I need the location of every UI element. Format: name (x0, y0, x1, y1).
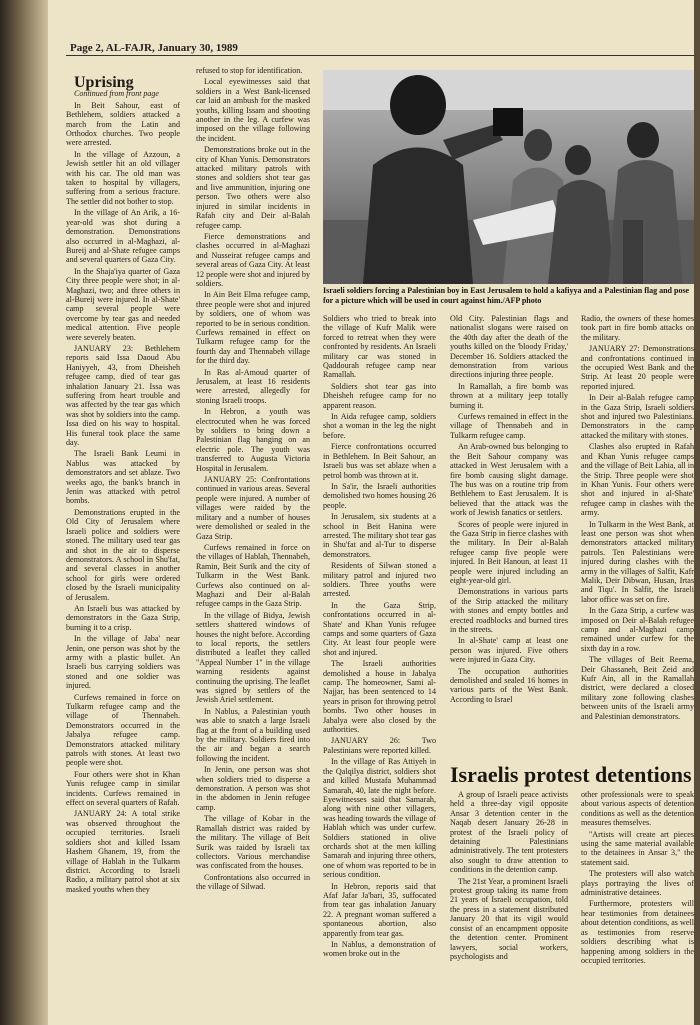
paragraph: In Deir al-Balah refugee camp in the Gaza Strip, Israeli soldiers shot and injured two Palestinians. Demonstrators in the camp attacked the military with stones. (581, 393, 694, 440)
news-photo (323, 70, 694, 284)
paragraph: In Nablus, a Palestinian youth was able to snatch a large Israeli flag at the front of a building used by the military. Soldiers fired into the air and began a search following the incident. (196, 706, 310, 763)
header-rule (66, 55, 694, 56)
detentions-column-2 (581, 790, 694, 967)
paragraph: Local eyewitnesses said that soldiers in a West Bank-licensed car laid an ambush for the masked youths, killing Issam and shooting another in the leg. A curfew was imposed on the village following the incident. (196, 77, 310, 143)
paragraph: In Jerusalem, six students at a school in Beit Hanina were arrested. The military shot tear gas in Shu'fat and al-Tur to disperse demonstrators. (323, 512, 436, 559)
paragraph: The Israeli authorities demolished a house in Jabalya camp. The homeowner, Sami al-Najjar, has been sentenced to 14 years in prison for throwing petrol bombs. Two other houses in Jabalya were also closed by the authorities. (323, 659, 436, 735)
paragraph: Demonstrations in various parts of the Strip attacked the military with stones and empty bottles and erected roadblocks and burned tires in the streets. (450, 587, 568, 634)
paragraph: In Sa'ir, the Israeli authorities demolished two homes housing 26 people. (323, 481, 436, 510)
uprising-column-4 (450, 314, 568, 706)
paragraph: In Beit Sahour, east of Bethlehem, soldiers attacked a march from the Latin and Orthodox churches. Two people were arrested. (66, 100, 180, 148)
paragraph: In the Shaja'iya quarter of Gaza City three people were shot; in al-Maghazi, two; and three others in al-Bureij were injured. In al-Shate' camp several people were overcome by tear gas and needed medical attention. Five people were severely beaten. (66, 266, 180, 342)
paragraph: In Jenin, one person was shot when soldiers tried to disperse a demonstration. A person was shot in the abdomen in Jenin refugee camp. (196, 765, 310, 812)
uprising-column-3 (323, 314, 436, 961)
page-header: Page 2, AL-FAJR, January 30, 1989 (70, 42, 238, 54)
paragraph: In Hebron, a youth was electrocuted when he was forced by soldiers to bring down a Palestinian flag hanging on an electric pole. The youth was transferred to Augusta Victoria Hospital in Jerusalem. (196, 407, 310, 473)
paragraph: Furthermore, protesters will hear testimonies from detainees about detention conditions, as well as testimonies from reserve soldiers describing what is happening among soldiers in the occupied territories. (581, 899, 694, 965)
paragraph: The Israeli Bank Leumi in Nablus was attacked by demonstrators and set ablaze. Two weeks ago, the bank's branch in Jenin was attacked with petrol bombs. (66, 449, 180, 506)
paragraph: In Ain Beit Elma refugee camp, three people were shot and injured by soldiers, one of whom was reported to be in serious condition. Curfews remained in effect on Tulkarm refugee camp for the fourth day and Thennabeh village for the third day. (196, 290, 310, 366)
uprising-column-1 (66, 62, 180, 896)
detentions-column-1 (450, 790, 568, 963)
paragraph: Curfews remained in effect in the village of Thennabeh and in Tulkarm refugee camp. (450, 412, 568, 440)
paragraph: The occupation authorities demolished and sealed 16 homes in various parts of the West Bank. According to Israel (450, 666, 568, 704)
paragraph: "Artists will create art pieces using the same material available to the detainees in Ansar 3," the statement said. (581, 829, 694, 867)
paragraph: In the village of An Arik, a 16-year-old was shot during a demonstration. Demonstrations also occurred in al-Maghazi, al-Bureij and al-Shate refugee camps and several quarters of Gaza City. (66, 208, 180, 265)
paragraph: Curfews remained in force on the villages of Hablah, Thennabeh, Ramin, Beit Surik and the city of Tulkarm in the West Bank. Curfews also continued on al-Maghazi and Deir al-Balah refugee camps in the Gaza Strip. (196, 542, 310, 609)
paragraph: other professionals were to speak about various aspects of detention conditions as well as the detention measures themselves. (581, 790, 694, 828)
paragraph: In Nablus, a demonstration of women broke out in the (323, 940, 436, 959)
paragraph: Soldiers who tried to break into the village of Kufr Malik were forced to retreat when they were confronted by residents. An Israeli military car was stoned in Qaddourah refugee camp near Ramallah. (323, 314, 436, 380)
paragraph: A group of Israeli peace activists held a three-day vigil opposite Ansar 3 detention center in the Naqab desert January 26-28 in protest of the Israeli policy of detaining Palestinians administratively. The tent protesters also sought to draw attention to conditions in the detention camp. (450, 790, 568, 875)
paragraph: Fierce confrontations occurred in Bethlehem. In Beit Sahour, an Israeli bus was set ablaze when a petrol bomb was thrown at it. (323, 442, 436, 480)
paragraph: In the Gaza Strip, a curfew was imposed on Deir al-Balah refugee camp and al-Maghazi camp remained under curfew for the sixth day in a row. (581, 606, 694, 653)
paragraph: Soldiers shot tear gas into Dheisheh refugee camp for no apparent reason. (323, 381, 436, 410)
paragraph: In the village of Jaba' near Jenin, one person was shot by the army with a plastic bullet. An Israeli bus carrying soldiers was stoned and one soldier was injured. (66, 634, 180, 691)
paragraph: In the village of Bidya, Jewish settlers shattered windows of houses the night before. According to local reports, the settlers distributed a leaflet they called "Appeal Number 1" in the village warning residents against continuing the uprising. The leaflet was signed by settlers of the Jewish Ariel settlement. (196, 610, 310, 705)
paragraph: The protesters will also watch plays portraying the lives of administrative detainees. (581, 869, 694, 898)
paragraph: Confrontations also occurred in the village of Silwad. (196, 872, 310, 892)
paragraph: The 21st Year, a prominent Israeli protest group taking its name from 21 years of Israeli occupation, told the press in a statement distributed January 20 that its vigil would consist of an encampment opposite the detention center. Prominent lawyers, social workers, psychologists and (450, 876, 568, 961)
page-edge (694, 0, 700, 1025)
paragraph: JANUARY 26: Two Palestinians were reported killed. (323, 736, 436, 755)
paragraph: Demonstrations broke out in the city of Khan Yunis. Demonstrators attacked military patrols with stones and soldiers shot tear gas and live ammunition, injuring one person. Two others were also injured in similar incidents in Rafah city and Deir al-Balah refugee camp. (196, 145, 310, 230)
paragraph: The villages of Beit Reema, Deir Ghassaneh, Beit Zeid and Kufr Ain, all in the Ramallah district, were declared a closed military zone following clashes between units of the Israeli army and Palestinian demonstrators. (581, 655, 694, 721)
paragraph: In Aida refugee camp, soldiers shot a woman in the leg the night before. (323, 412, 436, 440)
paragraph: In Ras al-Amoud quarter of Jerusalem, at least 16 residents were arrested, allegedly for stoning Israeli troops. (196, 367, 310, 405)
paragraph: In Ramallah, a fire bomb was thrown at a military jeep totally burning it. (450, 381, 568, 410)
uprising-headline: Uprising (74, 74, 134, 91)
paragraph: An Israeli bus was attacked by demonstrators in the Gaza Strip, burning it to a crisp. (66, 603, 180, 632)
paragraph: Scores of people were injured in the Gaza Strip in fierce clashes with the military. In Deir al-Balah refugee camp five people were injured. In Beit Hanoun, at least 11 people were injured including an eight-year-old girl. (450, 519, 568, 585)
paragraph: Radio, the owners of these homes took part in fire bomb attacks on the military. (581, 314, 694, 342)
paragraph: Fierce demonstrations and clashes occurred in al-Maghazi and Nusseirat refugee camps and several areas of Gaza City. At least 12 people were shot and injured by soldiers. (196, 231, 310, 288)
paragraph: JANUARY 24: A total strike was observed throughout the occupied territories. Israeli soldiers shot and killed Issam Hashem Ghanem, 19, from the village of Hablah in the Tulkarm district. According to Israeli Radio, a military patrol shot at six masked youths when they (66, 809, 180, 894)
paragraph: Old City. Palestinian flags and nationalist slogans were raised on the 40th day after the death of the youths killed on the 'bloody Friday,' December 16. Soldiers attacked the demonstration from various directions injuring three people. (450, 314, 568, 380)
paragraph: The village of Kobar in the Ramallah district was raided by the military. The village of Beit Surik was raided by Israeli tax collectors. Various merchandise was confiscated from the houses. (196, 814, 310, 871)
continued-kicker: Continued from front page (74, 89, 159, 99)
paragraph: In the Gaza Strip, confrontations occurred in al-Shate' and Khan Yunis refugee camps and some quarters of Gaza City. At least four people were shot and injured. (323, 600, 436, 657)
paragraph: In Tulkarm in the West Bank, at least one person was shot when demonstrators attacked military patrols. Ten Palestinians were injured during clashes with the army in the villages of Salfit, Kafr Malik, Deir Dibwan, Husan, Irtas and Tiqu'. In Salfit, the Israeli labor office was set on fire. (581, 519, 694, 604)
paragraph: In Hebron, reports said that Afaf Jafar Ja'bari, 35, suffocated from tear gas inhalation January 22. A pregnant woman suffered a spontaneous abortion, also apparently from tear gas. (323, 881, 436, 938)
paragraph: Clashes also erupted in Rafah and Khan Yunis refugee camps and the village of Beit Lahia, all in the Strip. Three people were shot in Khan Yunis. Four others were shot and injured in al-Shate' refugee camp in clashes with the army. (581, 442, 694, 518)
page-binding (0, 0, 48, 1025)
paragraph: In al-Shate' camp at least one person was injured. Five others were injured in Gaza City. (450, 636, 568, 665)
paragraph: In the village of Ras Attiyeh in the Qalqilya district, soldiers shot and killed Mustafa Muhammad Samarah, 40, late the night before. Eyewitnesses said that Samarah, along with nine other villagers, was heading towards the village of Hablah which was under curfew. Soldiers stationed in olive orchards shot at the men killing Samarah and injuring three others, one of whom was reported to be in serious condition. (323, 757, 436, 880)
photo-illustration (323, 70, 694, 284)
paragraph: An Arab-owned bus belonging to the Beit Sahour company was attacked in West Jerusalem with a fire bomb causing slight damage. The bus was on a routine trip from Bethlehem to East Jerusalem. It is believed that the attack was the work of Jewish fanatics or settlers. (450, 442, 568, 518)
paragraph: Curfews remained in force on Tulkarm refugee camp and the village of Thennabeh. Demonstrators occurred in the Jabalya refugee camp. Demonstrators attacked military patrols with stones. At least two people were shot. (66, 692, 180, 768)
photo-caption: Israeli soldiers forcing a Palestinian boy in East Jerusalem to hold a kafiyya and a Palestinian flag and pose for a picture which will be used in court against him./AFP photo (323, 286, 690, 305)
paragraph: Demonstrations erupted in the Old City of Jerusalem where Israeli police and soldiers were stoned. The military used tear gas and shot in the air to disperse demonstrators. A school in Shu'fat, and several classes in another school for girls were ordered closed by the Israeli municipality of Jerusalem. (66, 507, 180, 602)
paragraph: Residents of Silwan stoned a military patrol and injured two soldiers. Three youths were arrested. (323, 561, 436, 599)
detentions-headline: Israelis protest detentions (450, 762, 692, 787)
paragraph: refused to stop for identification. (196, 66, 303, 75)
uprising-column-5 (581, 314, 694, 723)
uprising-column-2 (196, 66, 310, 894)
paragraph: JANUARY 27: Demonstrations and confrontations continued in the occupied West Bank and the Strip. At least 20 people were reported injured. (581, 344, 694, 391)
paragraph: Four others were shot in Khan Yunis refugee camp in similar incidents. Curfews remained in effect on several quarters of Rafah. (66, 769, 180, 808)
paragraph: In the village of Azzoun, a Jewish settler hit an old villager with his car. The old man was taken to hospital by villagers, suffering from a serious fracture. The settler did not bother to stop. (66, 149, 180, 206)
paragraph: JANUARY 23: Bethlehem reports said Issa Daoud Abu Haniyyeh, 43, from Dheisheh refugee camp, died of tear gas inhalation January 21. Issa was suffering from heart trouble and was affected by the tear gas which was shot by soldiers into the camp. Issa died on his way to hospital. His funeral took place the same day. (66, 343, 180, 448)
paragraph: JANUARY 25: Confrontations continued in various areas. Several people were injured. A number of villages were raided by the military and a number of houses were demolished or sealed in the Gaza Strip. (196, 475, 310, 541)
